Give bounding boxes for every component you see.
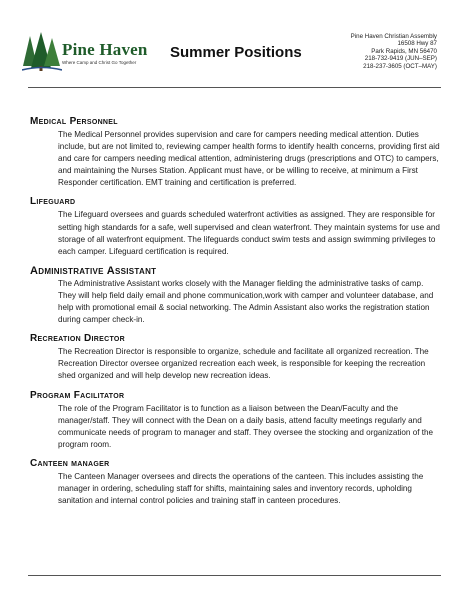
section-body: The Medical Personnel provides supervision and care for campers needing medical attention. Duties include, but are not limited to, reviewing camper health forms to identify health concerns, providing first aid and care for campers needing medical attention, administering drugs (prescriptions and OTC) to campers, and maintaining the Nurses Station. Applicant must have, or be willing to receive, at minimum a First Responder certification. EMT training and certification is preferred. <box>58 130 440 188</box>
contact-line: Pine Haven Christian Assembly <box>350 33 437 40</box>
contact-line: 218-237-3605 (OCT–MAY) <box>363 62 437 70</box>
position-section <box>30 196 440 257</box>
contact-line: 218-732-9419 (JUN–SEP) <box>364 55 437 63</box>
logo-tagline: Where Camp and Christ Go Together <box>62 60 137 65</box>
section-body: The Administrative Assistant works closely with the Manager fielding the administrative tasks of camp. They will help field daily email and phone communication,work with camper and volunteer database, and help with promotional email & social networking. The Admin Assistant also works the registration station during camper check-in. <box>58 278 434 325</box>
header-divider <box>28 87 441 88</box>
contact-line: 16508 Hwy 87 <box>397 40 437 48</box>
section-body: The Canteen Manager oversees and directs the operations of the canteen. This includes assisting the manager in ordering, scheduling staff for shifts, maintaining sales and inventory records, upholding sanitation and internal control policies and training staff in canteen procedures. <box>58 471 424 506</box>
positions-list <box>30 116 440 514</box>
page-title: Summer Positions <box>170 44 302 61</box>
section-heading: Recreation Director <box>30 333 125 345</box>
section-body: The Recreation Director is responsible to organize, schedule and facilitate all organized recreation. The Recreation Director oversee organized recreation each week, is responsible for keeping the recreation shed organized and will help develop new recreation ideas. <box>58 347 429 381</box>
footer-divider <box>28 575 441 576</box>
contact-block <box>351 33 437 70</box>
section-heading: Medical Personnel <box>30 116 118 127</box>
section-body: The Lifeguard oversees and guards scheduled waterfront activities as assigned. They are responsible for setting high standards for a safe, well supervised and clean waterfront. They maintain systems for use and storage of all waterfront equipment. The lifeguards conduct swim tests and assign swimming privileges to each camper. Lifeguard certification is required. <box>58 210 440 256</box>
position-section <box>30 333 440 382</box>
position-section <box>30 458 440 507</box>
section-heading: Canteen manager <box>30 457 110 469</box>
pine-trees-icon <box>22 32 62 74</box>
section-body: The role of the Program Facilitator is to function as a liaison between the Dean/Faculty and the manager/staff. They will connect with the Dean on a daily basis, attend faculty meetings regularly and communicate needs of program to manager and staff. They oversee the stocking and organization of the program room. <box>58 403 434 449</box>
section-heading: Lifeguard <box>30 196 76 208</box>
position-section <box>30 390 440 451</box>
contact-line: Park Rapids, MN 56470 <box>371 47 437 55</box>
section-heading: Administrative Assistant <box>30 264 157 277</box>
pine-haven-logo <box>22 32 148 74</box>
position-section <box>30 265 440 326</box>
logo-name: Pine Haven <box>62 40 148 59</box>
position-section <box>30 116 440 189</box>
section-heading: Program Facilitator <box>30 389 125 401</box>
